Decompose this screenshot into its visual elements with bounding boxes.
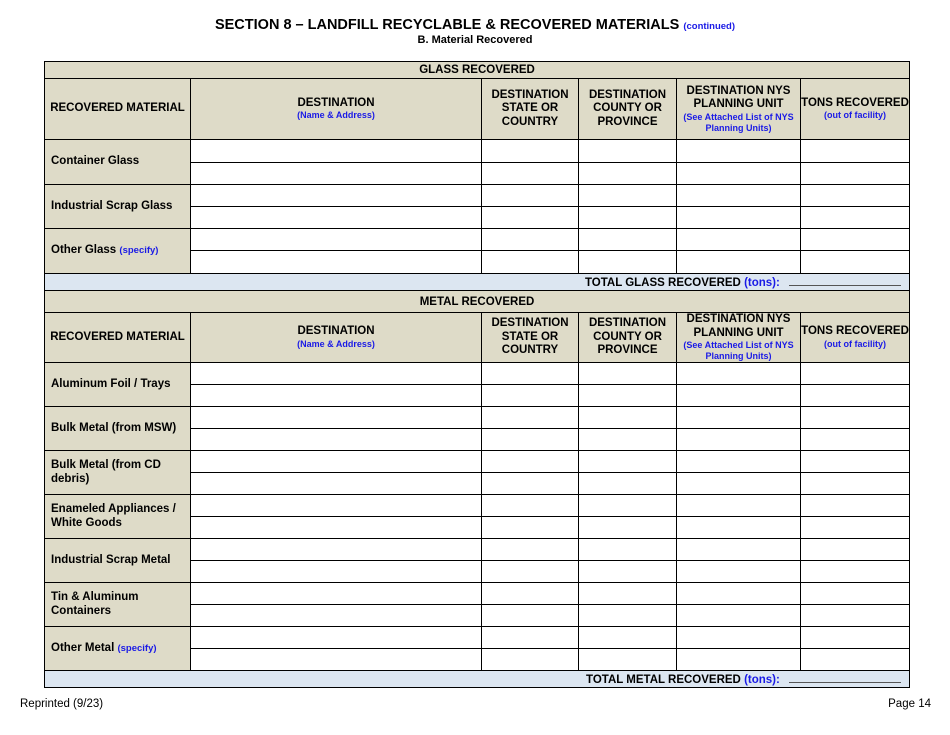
metal-total-unit: (tons):	[744, 673, 780, 686]
metal-state-cell[interactable]	[482, 517, 579, 539]
col-header-tons	[801, 79, 910, 140]
glass-state-cell[interactable]	[482, 207, 579, 229]
metal-total-row	[45, 671, 910, 688]
metal-tons-cell[interactable]	[801, 583, 910, 605]
metal-tons-cell[interactable]	[801, 385, 910, 407]
metal-state-cell[interactable]	[482, 583, 579, 605]
metal-section-title: METAL RECOVERED	[45, 291, 910, 313]
glass-rows	[45, 140, 910, 274]
glass-planning-unit-cell[interactable]	[677, 185, 801, 207]
table-row	[45, 363, 910, 385]
col-header-state: DESTINATION STATE OR COUNTRY	[482, 79, 579, 140]
glass-total-row	[45, 274, 910, 291]
metal-county-cell[interactable]	[579, 495, 677, 517]
metal-planning-unit-cell[interactable]	[677, 429, 801, 451]
col-header-planning-sub: (See Attached List of NYS Planning Units)	[683, 340, 794, 361]
metal-planning-unit-cell[interactable]	[677, 649, 801, 671]
glass-planning-unit-cell[interactable]	[677, 207, 801, 229]
metal-rows	[45, 363, 910, 671]
glass-destination-cell[interactable]	[191, 163, 482, 185]
metal-material-label	[45, 583, 191, 627]
metal-destination-cell[interactable]	[191, 627, 482, 649]
metal-planning-unit-cell[interactable]	[677, 583, 801, 605]
metal-material-label	[45, 363, 191, 407]
col-header-tons-label: TONS RECOVERED	[801, 325, 909, 338]
glass-county-cell[interactable]	[579, 251, 677, 274]
material-name: Bulk Metal (from CD debris)	[51, 459, 161, 485]
glass-tons-cell[interactable]	[801, 140, 910, 163]
metal-county-cell[interactable]	[579, 473, 677, 495]
glass-tons-cell[interactable]	[801, 185, 910, 207]
table-row	[45, 539, 910, 561]
metal-destination-cell[interactable]	[191, 385, 482, 407]
metal-tons-cell[interactable]	[801, 473, 910, 495]
metal-state-cell[interactable]	[482, 561, 579, 583]
glass-county-cell[interactable]	[579, 229, 677, 251]
metal-county-cell[interactable]	[579, 385, 677, 407]
glass-recovered-table	[44, 61, 910, 688]
glass-county-cell[interactable]	[579, 140, 677, 163]
table-row	[45, 495, 910, 517]
metal-state-cell[interactable]	[482, 605, 579, 627]
glass-county-cell[interactable]	[579, 185, 677, 207]
material-name: Enameled Appliances / White Goods	[51, 503, 176, 529]
glass-planning-unit-cell[interactable]	[677, 140, 801, 163]
metal-tons-cell[interactable]	[801, 363, 910, 385]
col-header-tons	[801, 313, 910, 363]
metal-county-cell[interactable]	[579, 539, 677, 561]
metal-state-cell[interactable]	[482, 385, 579, 407]
col-header-destination-sub: (Name & Address)	[297, 338, 375, 349]
material-name: Bulk Metal (from MSW)	[51, 421, 177, 434]
metal-destination-cell[interactable]	[191, 429, 482, 451]
material-name: Tin & Aluminum Containers	[51, 591, 139, 617]
metal-planning-unit-cell[interactable]	[677, 517, 801, 539]
continued-note: (continued)	[683, 21, 736, 32]
col-header-planning-label: DESTINATION NYS PLANNING UNIT	[686, 313, 791, 339]
glass-material-label	[45, 229, 191, 274]
table-row	[45, 229, 910, 251]
metal-planning-unit-cell[interactable]	[677, 627, 801, 649]
metal-material-label	[45, 627, 191, 671]
metal-state-cell[interactable]	[482, 429, 579, 451]
metal-total-input[interactable]	[789, 673, 901, 683]
table-row	[45, 407, 910, 429]
table-row	[45, 451, 910, 473]
col-header-destination-sub: (Name & Address)	[297, 110, 375, 121]
metal-county-cell[interactable]	[579, 627, 677, 649]
specify-note: (specify)	[117, 642, 157, 654]
metal-county-cell[interactable]	[579, 649, 677, 671]
metal-material-label	[45, 539, 191, 583]
glass-destination-cell[interactable]	[191, 140, 482, 163]
material-name: Other Metal	[51, 641, 115, 654]
glass-state-cell[interactable]	[482, 140, 579, 163]
glass-county-cell[interactable]	[579, 163, 677, 185]
glass-tons-cell[interactable]	[801, 207, 910, 229]
metal-destination-cell[interactable]	[191, 517, 482, 539]
col-header-state: DESTINATION STATE OR COUNTRY	[482, 313, 579, 363]
glass-destination-cell[interactable]	[191, 229, 482, 251]
metal-county-cell[interactable]	[579, 363, 677, 385]
metal-tons-cell[interactable]	[801, 627, 910, 649]
metal-planning-unit-cell[interactable]	[677, 605, 801, 627]
col-header-planning-label: DESTINATION NYS PLANNING UNIT	[686, 84, 791, 110]
metal-tons-cell[interactable]	[801, 451, 910, 473]
col-header-destination-label: DESTINATION	[297, 325, 375, 338]
metal-tons-cell[interactable]	[801, 561, 910, 583]
metal-destination-cell[interactable]	[191, 583, 482, 605]
metal-destination-cell[interactable]	[191, 363, 482, 385]
metal-county-cell[interactable]	[579, 429, 677, 451]
col-header-material: RECOVERED MATERIAL	[45, 79, 191, 140]
metal-planning-unit-cell[interactable]	[677, 473, 801, 495]
metal-county-cell[interactable]	[579, 605, 677, 627]
material-name: Other Glass	[51, 244, 117, 257]
footer-reprint-note: Reprinted (9/23)	[20, 698, 104, 710]
metal-county-cell[interactable]	[579, 561, 677, 583]
metal-material-label	[45, 495, 191, 539]
metal-state-cell[interactable]	[482, 627, 579, 649]
metal-destination-cell[interactable]	[191, 451, 482, 473]
metal-total-label: TOTAL METAL RECOVERED	[586, 673, 741, 686]
metal-planning-unit-cell[interactable]	[677, 385, 801, 407]
glass-tons-cell[interactable]	[801, 163, 910, 185]
glass-destination-cell[interactable]	[191, 207, 482, 229]
metal-state-cell[interactable]	[482, 363, 579, 385]
material-name: Aluminum Foil / Trays	[51, 377, 171, 390]
metal-state-cell[interactable]	[482, 649, 579, 671]
glass-state-cell[interactable]	[482, 251, 579, 274]
col-header-tons-sub: (out of facility)	[824, 110, 887, 121]
table-row	[45, 185, 910, 207]
metal-planning-unit-cell[interactable]	[677, 561, 801, 583]
col-header-destination-label: DESTINATION	[297, 96, 375, 109]
table-row	[45, 627, 910, 649]
col-header-destination	[191, 313, 482, 363]
metal-destination-cell[interactable]	[191, 407, 482, 429]
metal-tons-cell[interactable]	[801, 539, 910, 561]
col-header-destination	[191, 79, 482, 140]
glass-planning-unit-cell[interactable]	[677, 251, 801, 274]
metal-planning-unit-cell[interactable]	[677, 363, 801, 385]
glass-destination-cell[interactable]	[191, 185, 482, 207]
glass-tons-cell[interactable]	[801, 229, 910, 251]
metal-state-cell[interactable]	[482, 495, 579, 517]
metal-tons-cell[interactable]	[801, 407, 910, 429]
material-name: Container Glass	[51, 155, 140, 168]
col-header-tons-label: TONS RECOVERED	[801, 96, 909, 109]
glass-state-cell[interactable]	[482, 185, 579, 207]
metal-planning-unit-cell[interactable]	[677, 495, 801, 517]
metal-state-cell[interactable]	[482, 407, 579, 429]
section-title-text: SECTION 8 – LANDFILL RECYCLABLE & RECOVERED MATERIALS	[214, 17, 680, 33]
metal-destination-cell[interactable]	[191, 495, 482, 517]
metal-county-cell[interactable]	[579, 451, 677, 473]
table-row	[45, 583, 910, 605]
table-row	[45, 140, 910, 163]
col-header-county: DESTINATION COUNTY OR PROVINCE	[579, 313, 677, 363]
glass-total-unit: (tons):	[744, 276, 780, 289]
material-name: Industrial Scrap Glass	[51, 199, 173, 212]
material-name: Industrial Scrap Metal	[51, 553, 171, 566]
metal-destination-cell[interactable]	[191, 539, 482, 561]
page-subtitle: B. Material Recovered	[417, 34, 533, 46]
metal-destination-cell[interactable]	[191, 561, 482, 583]
glass-destination-cell[interactable]	[191, 251, 482, 274]
metal-material-label	[45, 407, 191, 451]
glass-planning-unit-cell[interactable]	[677, 163, 801, 185]
metal-planning-unit-cell[interactable]	[677, 451, 801, 473]
col-header-material: RECOVERED MATERIAL	[45, 313, 191, 363]
col-header-planning-unit	[677, 313, 801, 363]
specify-note: (specify)	[119, 245, 159, 257]
glass-total-input[interactable]	[789, 276, 901, 286]
metal-tons-cell[interactable]	[801, 517, 910, 539]
glass-material-label	[45, 140, 191, 185]
glass-state-cell[interactable]	[482, 163, 579, 185]
metal-tons-cell[interactable]	[801, 429, 910, 451]
metal-county-cell[interactable]	[579, 517, 677, 539]
metal-county-cell[interactable]	[579, 407, 677, 429]
glass-planning-unit-cell[interactable]	[677, 229, 801, 251]
metal-planning-unit-cell[interactable]	[677, 407, 801, 429]
col-header-tons-sub: (out of facility)	[824, 338, 887, 349]
metal-planning-unit-cell[interactable]	[677, 539, 801, 561]
col-header-planning-sub: (See Attached List of NYS Planning Units)	[683, 111, 794, 133]
metal-destination-cell[interactable]	[191, 649, 482, 671]
page-title	[0, 17, 950, 33]
metal-destination-cell[interactable]	[191, 605, 482, 627]
glass-state-cell[interactable]	[482, 229, 579, 251]
glass-section-title: GLASS RECOVERED	[45, 62, 910, 79]
metal-tons-cell[interactable]	[801, 495, 910, 517]
metal-material-label	[45, 451, 191, 495]
metal-state-cell[interactable]	[482, 539, 579, 561]
col-header-county: DESTINATION COUNTY OR PROVINCE	[579, 79, 677, 140]
footer-page-number: Page 14	[888, 698, 931, 710]
metal-state-cell[interactable]	[482, 473, 579, 495]
metal-county-cell[interactable]	[579, 583, 677, 605]
glass-county-cell[interactable]	[579, 207, 677, 229]
glass-tons-cell[interactable]	[801, 251, 910, 274]
glass-total-label: TOTAL GLASS RECOVERED	[584, 276, 741, 289]
metal-destination-cell[interactable]	[191, 473, 482, 495]
glass-material-label	[45, 185, 191, 229]
col-header-planning-unit	[677, 79, 801, 140]
metal-state-cell[interactable]	[482, 451, 579, 473]
metal-tons-cell[interactable]	[801, 649, 910, 671]
metal-tons-cell[interactable]	[801, 605, 910, 627]
